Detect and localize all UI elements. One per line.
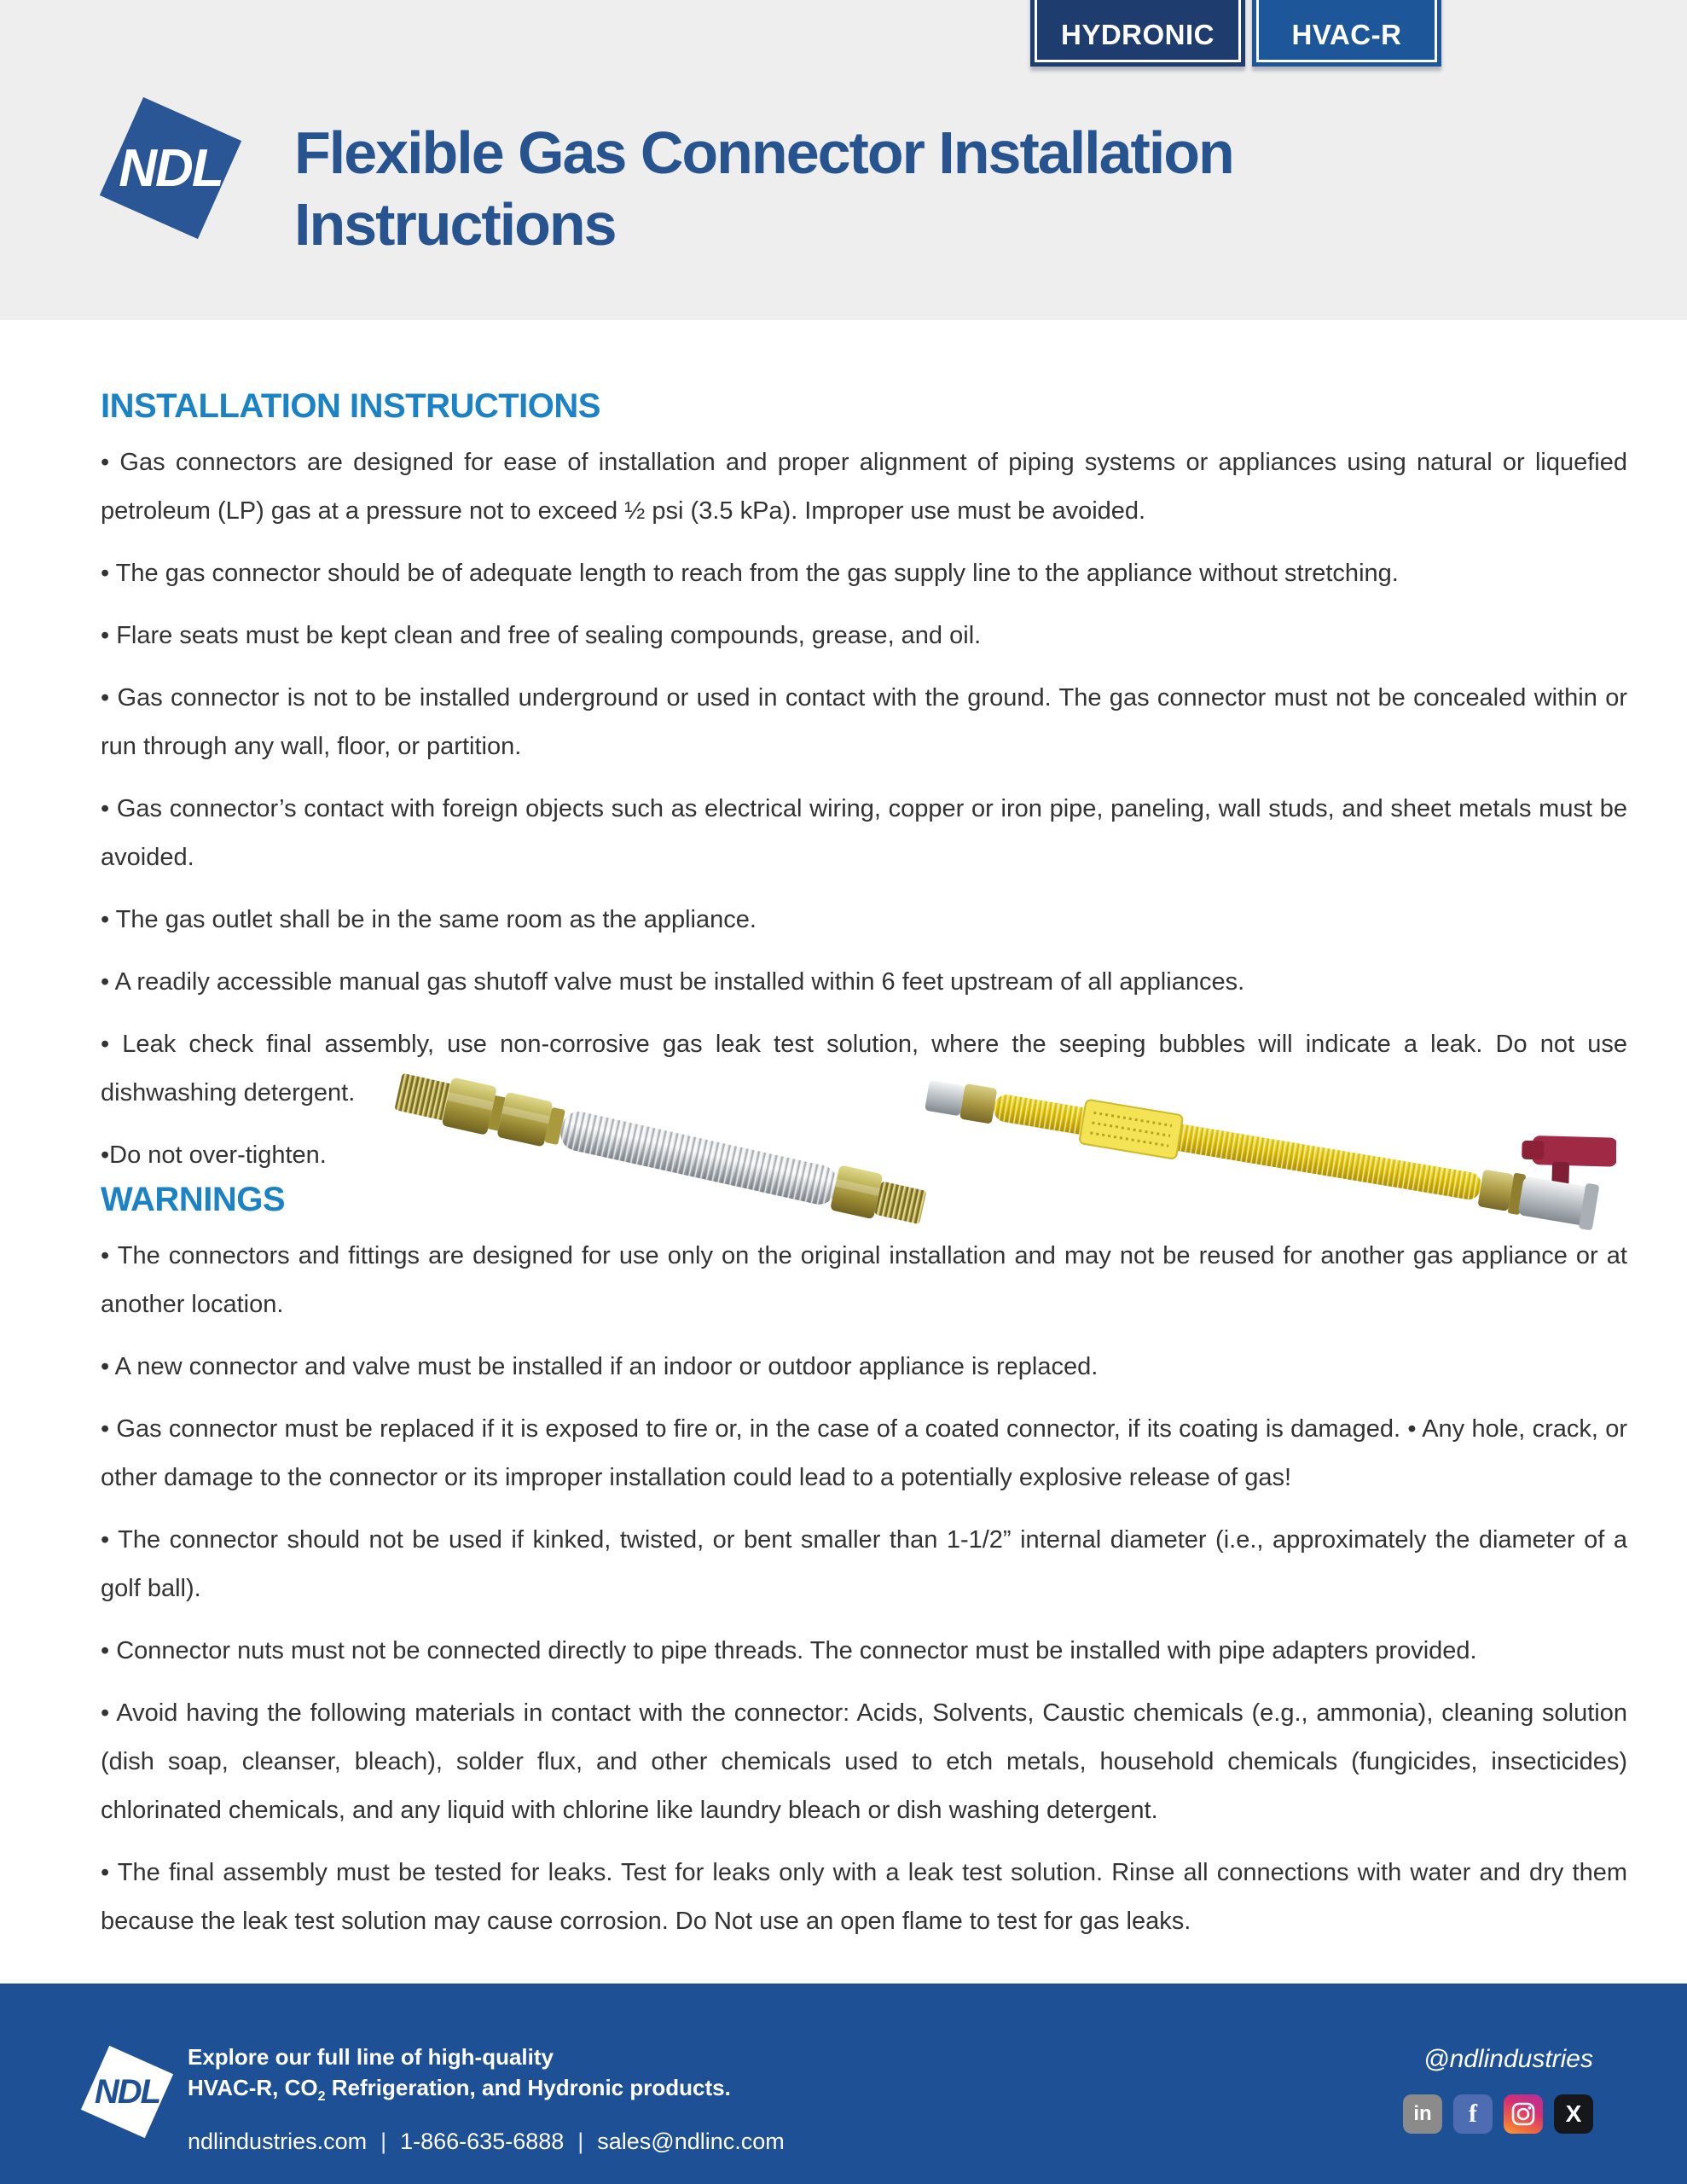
footer-text-block bbox=[188, 2043, 785, 2155]
installation-instructions-heading: INSTALLATION INSTRUCTIONS bbox=[101, 387, 600, 425]
bullet-item: • The connector should not be used if kinked, twisted, or bent smaller than 1-1/2” internal diameter (i.e., approximately the diameter of a golf ball). bbox=[101, 1526, 1627, 1602]
footer-social-block bbox=[1403, 2045, 1593, 2134]
bullet-item: • Flare seats must be kept clean and free of sealing compounds, grease, and oil. bbox=[101, 622, 982, 649]
separator: | bbox=[577, 2129, 584, 2155]
bullet-item: • Gas connector is not to be installed underground or used in contact with the ground. The gas connector must not be concealed within or run through any wall, floor, or partition. bbox=[101, 684, 1627, 760]
yellow-gas-connector-with-valve-image bbox=[925, 1065, 1616, 1235]
bullet-item: • The gas outlet shall be in the same room as the appliance. bbox=[101, 906, 757, 933]
separator: | bbox=[380, 2129, 387, 2155]
hvacr-button-label: HVAC-R bbox=[1256, 0, 1437, 62]
social-icons-row bbox=[1403, 2094, 1593, 2134]
ndl-footer-logo-text: NDL bbox=[94, 2072, 160, 2111]
bullet-item: • Avoid having the following materials in contact with the connector: Acids, Solvents, Caustic chemicals (e.g., ammonia), cleaning solution (dish soap, cleanser, bleach), solder flux, and other chemicals used to etch metals, household chemicals (fungicides, insecticides) chlorinated chemicals, and any liquid with chlorine like laundry bleach or dish washing detergent. bbox=[101, 1699, 1627, 1824]
bullet-item: • The gas connector should be of adequate length to reach from the gas supply line to the appliance without stretching. bbox=[101, 560, 1399, 587]
linkedin-icon[interactable]: in bbox=[1403, 2094, 1442, 2134]
hydronic-button[interactable] bbox=[1030, 0, 1245, 67]
co2-subscript: 2 bbox=[317, 2089, 326, 2105]
bullet-item: • Gas connector must be replaced if it is exposed to fire or, in the case of a coated connector, if its coating is damaged. • Any hole, crack, or other damage to the connector or its improper installation could lead to a potentially explosive release of gas! bbox=[101, 1415, 1627, 1491]
ndl-logo bbox=[117, 114, 224, 222]
ndl-footer-logo bbox=[92, 2057, 162, 2127]
footer-phone: 1-866-635-6888 bbox=[400, 2129, 565, 2155]
footer-tagline-line2-post: Refrigeration, and Hydronic products. bbox=[325, 2075, 731, 2100]
bullet-item: • Gas connectors are designed for ease of installation and proper alignment of piping systems or appliances using natural or liquefied petroleum (LP) gas at a pressure not to exceed ½ psi (3.5 kPa). Improper use must be avoided. bbox=[101, 449, 1627, 525]
footer-tagline-line2-pre: HVAC-R, CO bbox=[188, 2075, 318, 2100]
warnings-heading: WARNINGS bbox=[101, 1181, 285, 1218]
hvacr-button[interactable] bbox=[1252, 0, 1441, 67]
bullet-item: • The connectors and fittings are designed for use only on the original installation and may not be reused for another gas appliance or at another location. bbox=[101, 1242, 1627, 1318]
bullet-item: • Leak check final assembly, use non-corrosive gas leak test solution, where the seeping bubbles will indicate a leak. Do not use dishwashing detergent. bbox=[101, 1031, 1627, 1107]
footer-website[interactable]: ndlindustries.com bbox=[188, 2129, 368, 2155]
footer-contact-line bbox=[188, 2128, 785, 2155]
connector-label-tag bbox=[1079, 1100, 1183, 1159]
social-handle: @ndlindustries bbox=[1423, 2045, 1593, 2073]
facebook-icon[interactable]: f bbox=[1453, 2094, 1493, 2134]
header-band bbox=[0, 0, 1687, 320]
bullet-item: • The final assembly must be tested for leaks. Test for leaks only with a leak test solution. Rinse all connections with water and dry them because the leak test solution may cause corrosion. Do Not use an open flame to test for gas leaks. bbox=[101, 1859, 1627, 1935]
bullet-item: •Do not over-tighten. bbox=[101, 1141, 327, 1169]
bullet-item: • Connector nuts must not be connected directly to pipe threads. The connector must be installed with pipe adapters provided. bbox=[101, 1637, 1477, 1664]
bullet-item: • Gas connector’s contact with foreign objects such as electrical wiring, copper or iron pipe, paneling, wall studs, and sheet metals must be avoided. bbox=[101, 795, 1627, 871]
ndl-logo-text: NDL bbox=[119, 138, 223, 198]
instagram-icon[interactable] bbox=[1504, 2094, 1543, 2134]
stainless-gas-connector-image bbox=[394, 1058, 957, 1228]
page-title: Flexible Gas Connector Installation Instructions bbox=[294, 119, 1233, 258]
footer bbox=[0, 1984, 1687, 2184]
footer-email[interactable]: sales@ndlinc.com bbox=[597, 2129, 785, 2155]
bullet-item: • A new connector and valve must be installed if an indoor or outdoor appliance is replaced. bbox=[101, 1353, 1099, 1380]
hydronic-button-label: HYDRONIC bbox=[1035, 0, 1241, 62]
instagram-camera-glyph bbox=[1511, 2102, 1535, 2126]
bullet-item: • A readily accessible manual gas shutoff valve must be installed within 6 feet upstream of all appliances. bbox=[101, 968, 1245, 996]
x-twitter-icon[interactable]: X bbox=[1554, 2094, 1593, 2134]
footer-tagline-line1: Explore our full line of high-quality bbox=[188, 2044, 554, 2070]
footer-tagline-line2 bbox=[188, 2074, 785, 2111]
